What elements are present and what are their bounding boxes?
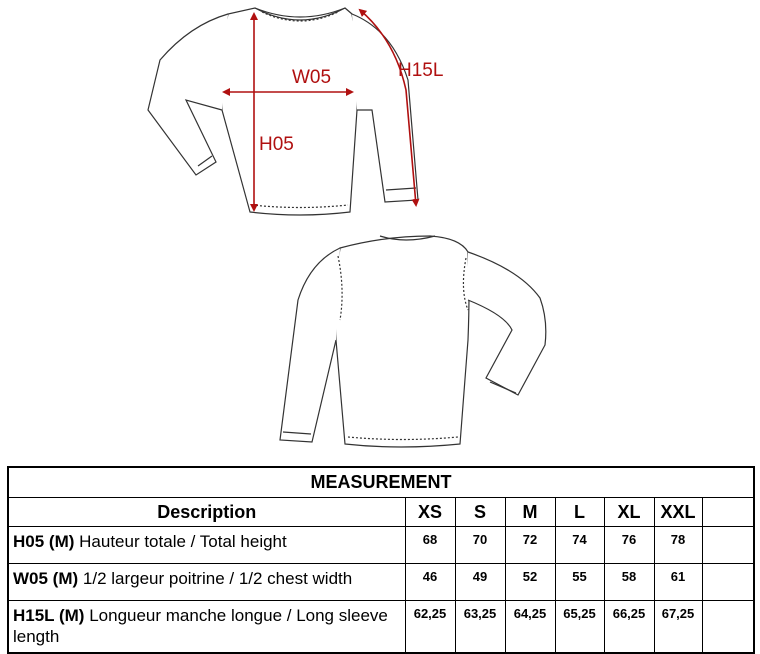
size-header: XXL (654, 498, 702, 527)
row-label: Longueur manche longue / Long sleeve length (13, 606, 388, 646)
table-cell: 62,25 (405, 601, 455, 654)
table-cell: 64,25 (505, 601, 555, 654)
row-code: W05 (M) (13, 569, 79, 588)
table-header-row (8, 498, 754, 527)
table-cell: 72 (505, 527, 555, 564)
size-header: M (505, 498, 555, 527)
row-description (8, 527, 405, 564)
table-cell: 66,25 (604, 601, 654, 654)
table-cell: 61 (654, 564, 702, 601)
table-cell (702, 601, 754, 654)
description-header: Description (8, 498, 405, 527)
back-shirt-outline (280, 236, 546, 447)
table-cell: 67,25 (654, 601, 702, 654)
table-cell: 63,25 (455, 601, 505, 654)
size-header: XS (405, 498, 455, 527)
table-title: MEASUREMENT (8, 467, 754, 498)
table-row (8, 564, 754, 601)
table-cell: 49 (455, 564, 505, 601)
measurement-table (7, 466, 755, 654)
table-cell: 70 (455, 527, 505, 564)
table-cell: 52 (505, 564, 555, 601)
table-cell (702, 527, 754, 564)
table-cell (702, 564, 754, 601)
row-label: Hauteur totale / Total height (74, 532, 287, 551)
h05-label: H05 (259, 134, 294, 155)
table-cell: 58 (604, 564, 654, 601)
table-cell: 65,25 (555, 601, 604, 654)
row-label: 1/2 largeur poitrine / 1/2 chest width (78, 569, 353, 588)
table-cell: 74 (555, 527, 604, 564)
size-header: L (555, 498, 604, 527)
row-code: H05 (M) (13, 532, 75, 551)
size-header: S (455, 498, 505, 527)
size-header: XL (604, 498, 654, 527)
w05-label: W05 (292, 67, 332, 88)
h15l-label: H15L (398, 60, 444, 81)
size-header-empty (702, 498, 754, 527)
row-description (8, 601, 405, 654)
row-code: H15L (M) (13, 606, 85, 625)
table-cell: 78 (654, 527, 702, 564)
table-row (8, 527, 754, 564)
front-shirt-outline (148, 8, 418, 215)
table-cell: 55 (555, 564, 604, 601)
table-row (8, 601, 754, 654)
table-cell: 68 (405, 527, 455, 564)
table-cell: 76 (604, 527, 654, 564)
row-description (8, 564, 405, 601)
table-cell: 46 (405, 564, 455, 601)
